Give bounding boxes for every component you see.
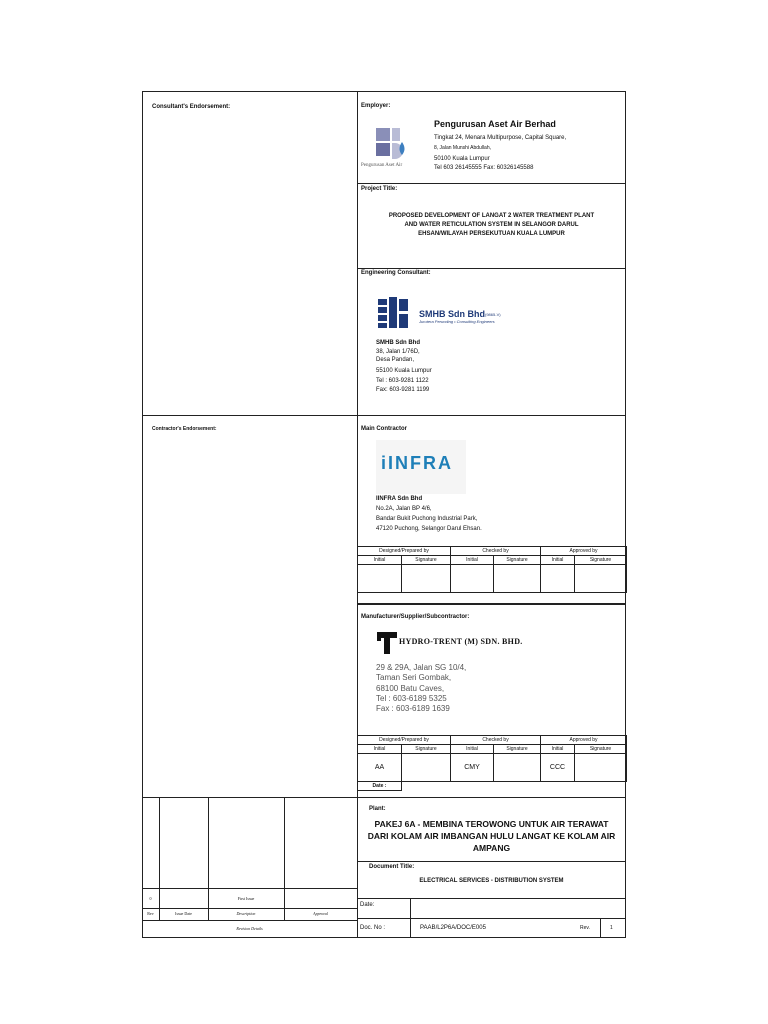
rev-header-description: Description xyxy=(236,911,256,916)
plant-line-3: AMPANG xyxy=(472,843,511,853)
signature-cell xyxy=(575,565,627,593)
divider-doctitle xyxy=(357,898,626,899)
initial-header: Initial xyxy=(451,556,494,565)
date-field-label: Date: xyxy=(360,902,375,908)
rev-col-3 xyxy=(284,797,285,920)
initial-header: Initial xyxy=(358,745,402,754)
designed-initial: AA xyxy=(358,754,402,782)
consultant-address-1: 38, Jalan 1/76D, xyxy=(376,349,420,355)
rev-row-line-1 xyxy=(142,888,357,889)
contractor-endorsement-label: Contractor's Endorsement: xyxy=(152,426,217,432)
manufacturer-tel: Tel : 603-6189 5325 xyxy=(376,694,447,703)
engineering-consultant-label: Engineering Consultant: xyxy=(361,270,431,276)
rev-header-approval: Approval xyxy=(313,911,328,916)
employer-name: Pengurusan Aset Air Berhad xyxy=(434,119,556,129)
signature-header: Signature xyxy=(494,745,541,754)
rev-col-2 xyxy=(208,797,209,920)
project-title-line-1: PROPOSED DEVELOPMENT OF LANGAT 2 WATER TREATMENT PLANT xyxy=(388,213,595,219)
manufacturer-label: Manufacturer/Supplier/Subcontractor: xyxy=(361,614,470,620)
contractor-address-1: No.2A, Jalan BP 4/6, xyxy=(376,506,432,512)
manufacturer-signature-table xyxy=(357,735,627,791)
contractor-signature-table xyxy=(357,546,627,593)
rev-header-rev: Rev xyxy=(147,911,154,916)
plant-line-1: PAKEJ 6A - MEMBINA TEROWONG UNTUK AIR TERAWAT xyxy=(374,819,609,829)
rev-row-rev: 0 xyxy=(149,896,152,901)
employer-address-2: 8, Jalan Munshi Abdullah, xyxy=(434,145,491,151)
plant-line-2: DARI KOLAM AIR IMBANGAN HULU LANGAT KE KOLAM AIR xyxy=(367,831,616,841)
rev-row-line-2 xyxy=(142,908,357,909)
doc-no-label: Doc. No : xyxy=(360,925,386,931)
date-label: Date : xyxy=(358,782,402,791)
signature-header: Signature xyxy=(494,556,541,565)
doc-no-value: PAAB/L2P6A/DOC/E005 xyxy=(420,925,486,931)
rev-row-line-3 xyxy=(142,920,357,921)
smhb-logo-tagline: Jurutera Perunding • Consulting Engineers xyxy=(419,319,495,324)
smhb-logo-reg: (9865-V) xyxy=(485,312,501,317)
employer-logo-caption: Pengurusan Aset Air xyxy=(361,163,403,168)
manufacturer-address-2: Taman Seri Gombak, xyxy=(376,673,452,682)
signature-cell xyxy=(575,754,627,782)
manufacturer-address-3: 68100 Batu Caves, xyxy=(376,684,445,693)
signature-header: Signature xyxy=(402,556,451,565)
employer-address-1: Tingkat 24, Menara Multipurpose, Capital Square, xyxy=(434,135,567,141)
plant-label: Plant: xyxy=(369,806,386,812)
doc-no-divider xyxy=(410,918,411,938)
project-title-line-3: EHSAN/WILAYAH PERSEKUTUAN KUALA LUMPUR xyxy=(418,231,565,237)
employer-label: Employer: xyxy=(361,103,391,109)
rev-header-issue-date: Issue Date xyxy=(175,911,192,916)
divider-manufacturer xyxy=(357,603,626,605)
rev-label: Rev. xyxy=(580,925,590,931)
project-title-line-2: AND WATER RETICULATION SYSTEM IN SELANGOR DARUL xyxy=(404,222,579,228)
iinfra-logo xyxy=(376,440,466,494)
signature-cell xyxy=(402,754,451,782)
designed-header: Designed/Prepared by xyxy=(358,547,451,556)
divider-bottom xyxy=(142,797,626,798)
signature-header: Signature xyxy=(575,556,627,565)
consultant-address-3: 55100 Kuala Lumpur xyxy=(376,368,432,374)
consultant-fax: Fax: 603-9281 1199 xyxy=(376,387,430,393)
contractor-address-2: Bandar Bukit Puchong Industrial Park, xyxy=(376,516,478,522)
consultant-endorsement-label: Consultant's Endorsement: xyxy=(152,104,231,110)
divider-plant xyxy=(357,861,626,862)
contractor-name: IINFRA Sdn Bhd xyxy=(376,496,423,502)
revision-details-footer: Revision Details xyxy=(236,926,263,931)
rev-divider xyxy=(600,918,601,938)
rev-row-description: First Issue xyxy=(237,896,255,901)
manufacturer-fax: Fax : 603-6189 1639 xyxy=(376,704,450,713)
divider-contractor xyxy=(142,415,357,416)
signature-cell xyxy=(494,565,541,593)
document-title-label: Document Title: xyxy=(369,864,415,870)
signature-cell xyxy=(402,565,451,593)
consultant-tel: Tel : 603-9281 1122 xyxy=(376,378,429,384)
main-contractor-label: Main Contractor xyxy=(361,426,408,432)
employer-address-3: 50100 Kuala Lumpur xyxy=(434,156,490,162)
divider-employer xyxy=(357,183,626,184)
project-title-label: Project Title: xyxy=(361,186,398,192)
approved-initial: CCC xyxy=(541,754,575,782)
hydro-trent-logo-text: HYDRO-TRENT (M) SDN. BHD. xyxy=(399,637,523,646)
initial-header: Initial xyxy=(541,745,575,754)
signature-cell xyxy=(541,565,575,593)
designed-header: Designed/Prepared by xyxy=(358,736,451,745)
rev-value: 1 xyxy=(610,925,613,931)
signature-cell xyxy=(358,565,402,593)
checked-initial: CMY xyxy=(451,754,494,782)
initial-header: Initial xyxy=(451,745,494,754)
checked-header: Checked by xyxy=(451,736,541,745)
divider-consultant xyxy=(357,415,626,416)
signature-header: Signature xyxy=(402,745,451,754)
date-field-divider xyxy=(410,898,411,918)
smhb-logo-name: SMHB Sdn Bhd xyxy=(419,309,485,319)
approved-header: Approved by xyxy=(541,736,627,745)
signature-cell xyxy=(494,754,541,782)
date-cell xyxy=(402,782,627,791)
smhb-logo-icon xyxy=(377,297,409,329)
iinfra-logo-text: iINFRA xyxy=(381,453,453,473)
approved-header: Approved by xyxy=(541,547,627,556)
hydro-trent-logo-icon xyxy=(377,632,397,654)
signature-header: Signature xyxy=(575,745,627,754)
manufacturer-address-1: 29 & 29A, Jalan SG 10/4, xyxy=(376,663,467,672)
signature-cell xyxy=(451,565,494,593)
consultant-name: SMHB Sdn Bhd xyxy=(376,340,420,346)
contractor-address-3: 47120 Puchong, Selangor Darul Ehsan. xyxy=(376,526,482,532)
rev-col-1 xyxy=(159,797,160,920)
divider-date xyxy=(357,918,626,919)
document-title: ELECTRICAL SERVICES - DISTRIBUTION SYSTEM xyxy=(419,878,564,884)
consultant-address-2: Desa Pandan, xyxy=(376,357,415,363)
checked-header: Checked by xyxy=(451,547,541,556)
initial-header: Initial xyxy=(541,556,575,565)
initial-header: Initial xyxy=(358,556,402,565)
employer-tel: Tel 603 26145555 Fax: 60326145588 xyxy=(434,165,534,171)
